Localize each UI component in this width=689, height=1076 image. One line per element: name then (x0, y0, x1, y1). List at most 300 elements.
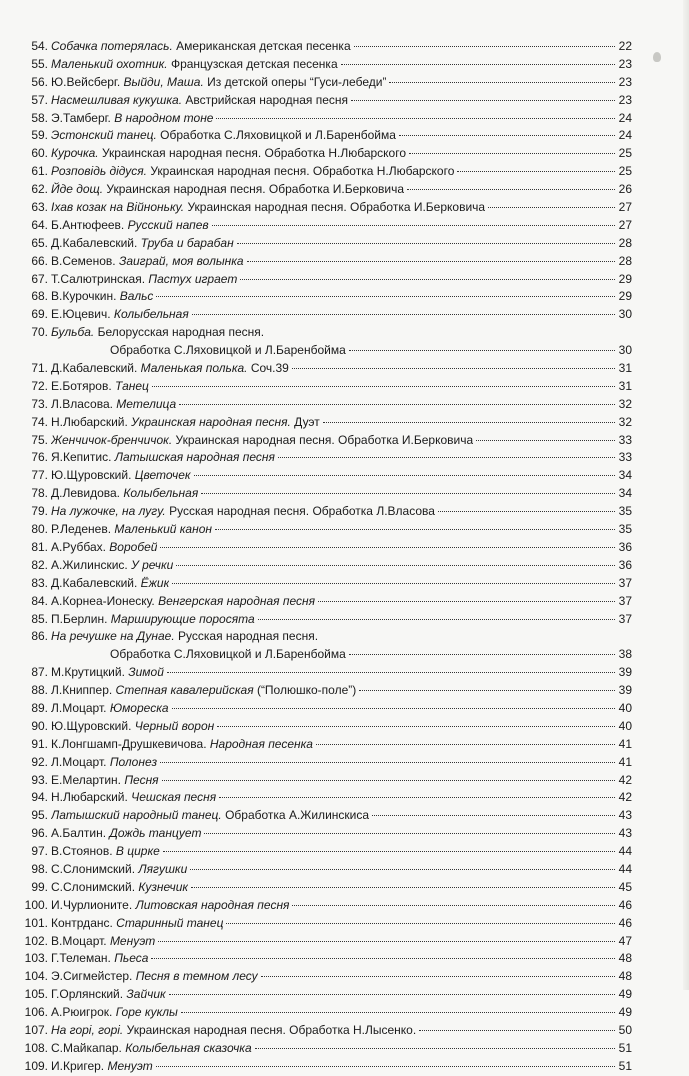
entry-number: 86. (31, 629, 48, 644)
page-number: 35 (618, 504, 632, 519)
dot-leader (255, 1048, 615, 1049)
dot-leader (201, 493, 615, 494)
entry-composer: Н.Любарский. (51, 790, 132, 805)
entry-title (51, 557, 173, 575)
entry-title (51, 92, 348, 110)
entry-number: 73. (31, 396, 48, 411)
entry-title (51, 235, 234, 253)
toc-entry (20, 772, 632, 790)
entry-piece-title: На речушке на Дунае. (51, 629, 175, 644)
entry-piece-title: У речки (131, 557, 174, 572)
entry-number: 105. (24, 987, 48, 1002)
entry-piece-title: Йде дощ. (51, 182, 104, 197)
toc-entry (20, 843, 632, 861)
entry-title (51, 950, 148, 968)
entry-number: 103. (24, 951, 48, 966)
dot-leader (215, 529, 615, 530)
entry-title (51, 432, 473, 450)
entry-title (51, 145, 406, 163)
entry-composer: С.Слонимский. (51, 861, 139, 876)
entry-title (51, 772, 159, 790)
entry-piece-title: Песня в темном лесу (135, 969, 258, 984)
entry-piece-title: Полонез (109, 754, 158, 769)
dot-leader (216, 118, 615, 119)
entry-number: 67. (31, 271, 48, 286)
entry-title (51, 611, 255, 629)
page-number: 42 (618, 772, 632, 787)
page-number: 50 (618, 1022, 632, 1037)
entry-piece-title: Воробей (109, 539, 158, 554)
entry-number: 60. (31, 146, 48, 161)
entry-piece-title: Русский напев (127, 217, 209, 232)
page-number: 29 (618, 289, 632, 304)
entry-composer: Д.Кабалевский. (51, 575, 141, 590)
toc-entry (20, 557, 632, 575)
entry-number: 80. (31, 522, 48, 537)
entry-title (51, 414, 320, 432)
entry-description: Французская детская песенка (167, 56, 338, 71)
entry-number: 90. (31, 718, 48, 733)
page-number: 25 (618, 146, 632, 161)
entry-composer: В.Стоянов. (51, 844, 116, 859)
toc-entry (20, 933, 632, 951)
entry-composer: Г.Орлянский. (51, 987, 127, 1002)
entry-composer: И.Чурлионите. (51, 897, 136, 912)
entry-composer: Л.Моцарт. (51, 754, 110, 769)
entry-composer: Л.Власова. (51, 396, 117, 411)
entry-piece-title: Колыбельная (113, 307, 189, 322)
entry-piece-title: Юмореска (109, 700, 169, 715)
dot-leader (151, 958, 615, 959)
page-number: 37 (618, 611, 632, 626)
entry-number: 97. (31, 844, 48, 859)
toc-entry (20, 950, 632, 968)
entry-title (51, 74, 386, 92)
entry-number: 108. (24, 1040, 48, 1055)
page-number: 44 (618, 844, 632, 859)
page-number: 40 (618, 718, 632, 733)
entry-description: Украинская народная песня. Обработка И.Берковича (172, 432, 474, 447)
toc-entry (20, 110, 632, 128)
toc-entry (20, 754, 632, 772)
dot-leader (172, 583, 615, 584)
entry-piece-title: Латышская народная песня (114, 450, 275, 465)
toc-entry (20, 414, 632, 432)
toc-entry (20, 181, 632, 199)
page-number: 43 (618, 808, 632, 823)
dot-leader (219, 797, 615, 798)
dot-leader (237, 243, 615, 244)
page-number: 42 (618, 790, 632, 805)
entry-piece-title: Дождь танцует (109, 826, 202, 841)
toc-entry (20, 861, 632, 879)
toc-entry (20, 1040, 632, 1058)
page-number: 35 (618, 522, 632, 537)
entry-title (51, 1022, 416, 1040)
page-number: 32 (618, 396, 632, 411)
dot-leader (156, 296, 615, 297)
entry-description: Обработка А.Жилинскиса (221, 808, 370, 823)
toc-entry (20, 825, 632, 843)
entry-composer: Д.Левидова. (51, 486, 124, 501)
entry-number: 75. (31, 432, 48, 447)
toc-entry (20, 1022, 632, 1040)
entry-composer: Е.Мелартин. (51, 772, 125, 787)
page-number: 36 (618, 557, 632, 572)
page-number: 23 (618, 92, 632, 107)
entry-number: 83. (31, 575, 48, 590)
page-number: 34 (618, 468, 632, 483)
dot-leader (158, 941, 615, 942)
entry-piece-title: Собачка потерялась. (51, 39, 173, 53)
entry-number: 55. (31, 56, 48, 71)
entry-composer: Б.Антюфеев. (51, 217, 128, 232)
entry-title (110, 342, 346, 360)
entry-number: 104. (24, 969, 48, 984)
toc-entry (20, 593, 632, 611)
entry-title (51, 789, 216, 807)
dot-leader (476, 440, 615, 441)
entry-piece-title: Маленький охотник. (51, 56, 168, 71)
entry-title (51, 575, 169, 593)
page-number: 37 (618, 575, 632, 590)
entry-number: 57. (31, 92, 48, 107)
page-number: 22 (618, 39, 632, 53)
entry-number: 93. (31, 772, 48, 787)
page-number: 23 (618, 74, 632, 89)
page-number: 39 (618, 683, 632, 698)
entry-composer: Контрданс. (51, 915, 117, 930)
entry-title (51, 306, 189, 324)
entry-number: 106. (24, 1005, 48, 1020)
entry-piece-title: Старинный танец (116, 915, 224, 930)
page-number: 28 (618, 235, 632, 250)
page-number: 41 (618, 754, 632, 769)
toc-entry (20, 432, 632, 450)
entry-number: 64. (31, 217, 48, 232)
entry-piece-title: Курочка. (51, 146, 99, 161)
entry-number: 78. (31, 486, 48, 501)
dot-leader (258, 619, 615, 620)
page-number: 24 (618, 128, 632, 143)
page-number: 41 (618, 736, 632, 751)
entry-piece-title: Лягушки (138, 861, 188, 876)
toc-entry (20, 306, 632, 324)
dot-leader (399, 135, 615, 136)
entry-number: 65. (31, 235, 48, 250)
page-number: 46 (618, 915, 632, 930)
entry-title (51, 360, 289, 378)
dot-leader (372, 815, 615, 816)
page-number: 44 (618, 861, 632, 876)
entry-number: 72. (31, 378, 48, 393)
page-number: 24 (618, 110, 632, 125)
entry-title (51, 288, 153, 306)
dot-leader (292, 905, 615, 906)
dot-leader (181, 1012, 615, 1013)
entry-title (51, 539, 157, 557)
dot-leader (419, 1030, 615, 1031)
entry-title (51, 897, 289, 915)
entry-title (51, 986, 166, 1004)
dot-leader (247, 261, 615, 262)
toc-entry (20, 467, 632, 485)
dot-leader (190, 869, 615, 870)
entry-composer: В.Курочкин. (51, 289, 120, 304)
entry-title (51, 1058, 153, 1076)
page-number: 47 (618, 933, 632, 948)
toc-entry (20, 56, 632, 74)
entry-composer: Т.Салютринская. (51, 271, 149, 286)
entry-piece-title: Народная песенка (209, 736, 313, 751)
entry-description: Из детской оперы “Гуси-лебеди” (203, 74, 387, 89)
toc-entry (20, 664, 632, 682)
dot-leader (176, 565, 615, 566)
page-number: 49 (618, 1005, 632, 1020)
page-number: 38 (618, 647, 632, 662)
page-number: 51 (618, 1058, 632, 1073)
entry-piece-title: Труба и барабан (140, 235, 234, 250)
page-number: 28 (618, 253, 632, 268)
entry-composer: И.Кригер. (51, 1058, 108, 1073)
entry-title (51, 199, 485, 217)
entry-composer: А.Жилинскис. (51, 557, 132, 572)
entry-number: 109. (24, 1058, 48, 1073)
page-number: 33 (618, 450, 632, 465)
entry-number: 99. (31, 879, 48, 894)
entry-title (51, 56, 338, 74)
toc-entry (20, 288, 632, 306)
dot-leader (217, 726, 615, 727)
dot-leader (192, 314, 615, 315)
entry-number: 61. (31, 164, 48, 179)
entry-piece-title: Зимой (128, 665, 164, 680)
entry-composer: Э.Сигмейстер. (51, 969, 136, 984)
entry-piece-title: Колыбельная (123, 486, 199, 501)
dot-leader (407, 189, 615, 190)
entry-description: (“Полюшко-поле”) (253, 683, 357, 698)
toc-entry (20, 986, 632, 1004)
entry-piece-title: Пьеса (114, 951, 149, 966)
entry-title (51, 1004, 178, 1022)
page-number: 32 (618, 414, 632, 429)
toc-entry (20, 897, 632, 915)
dot-leader (152, 386, 615, 387)
entry-composer: В.Моцарт. (51, 933, 110, 948)
dot-leader (323, 422, 615, 423)
entry-piece-title: Песня (124, 772, 159, 787)
toc-entry (20, 736, 632, 754)
toc-entry (20, 1058, 632, 1076)
entry-number: 89. (31, 700, 48, 715)
entry-piece-title: Чешская песня (131, 790, 217, 805)
entry-composer: П.Берлин. (51, 611, 111, 626)
toc-entry (20, 271, 632, 289)
dot-leader (341, 64, 615, 65)
dot-leader (212, 225, 615, 226)
entry-piece-title: В цирке (115, 844, 160, 859)
entry-number: 69. (31, 307, 48, 322)
entry-title (51, 825, 201, 843)
dot-leader (409, 153, 615, 154)
toc-entry (20, 396, 632, 414)
entry-title (51, 593, 315, 611)
entry-title (51, 503, 435, 521)
dot-leader (318, 601, 615, 602)
toc-entry (20, 611, 632, 629)
entry-piece-title: Менуэт (109, 933, 156, 948)
entry-title (51, 521, 212, 539)
entry-title (51, 843, 160, 861)
entry-piece-title: Ёжик (140, 575, 170, 590)
entry-piece-title: В народном тоне (114, 110, 214, 125)
entry-description: Украинская народная песня. Обработка Н.Любарского (98, 146, 407, 161)
toc-entry (20, 449, 632, 467)
entry-title (51, 467, 191, 485)
entry-composer: Р.Леденев. (51, 522, 115, 537)
entry-composer: Е.Ботяров. (51, 378, 116, 393)
toc-entry (20, 92, 632, 110)
entry-piece-title: Заиграй, моя волынка (118, 253, 244, 268)
dot-leader (194, 475, 615, 476)
page-number: 34 (618, 486, 632, 501)
entry-composer: А.Балтин. (51, 826, 110, 841)
dot-leader (226, 923, 615, 924)
entry-composer: Д.Кабалевский. (51, 361, 141, 376)
entry-number: 91. (31, 736, 48, 751)
dot-leader (349, 350, 615, 351)
entry-piece-title: Венгерская народная песня (158, 593, 316, 608)
page-number: 39 (618, 665, 632, 680)
page-number: 48 (618, 951, 632, 966)
toc-entry (20, 127, 632, 145)
dot-leader (438, 511, 615, 512)
entry-piece-title: Iхав козак на Вiйноньку. (51, 200, 185, 215)
toc-entry (20, 700, 632, 718)
entry-piece-title: Зайчик (126, 987, 166, 1002)
dot-leader (167, 672, 615, 673)
entry-composer: Г.Телеман. (51, 951, 115, 966)
entry-composer: К.Лонгшамп-Друшкевичова. (51, 736, 210, 751)
dot-leader (316, 744, 615, 745)
toc-entry (20, 253, 632, 271)
entry-title (51, 682, 356, 700)
page-edge (683, 0, 689, 990)
toc-entry (20, 521, 632, 539)
entry-piece-title: Марширующие поросята (110, 611, 255, 626)
toc-entry (20, 199, 632, 217)
entry-number: 70. (31, 325, 48, 340)
entry-number: 71. (31, 361, 48, 376)
entry-piece-title: Литовская народная песня (135, 897, 290, 912)
entry-title (51, 718, 214, 736)
entry-composer: Д.Кабалевский. (51, 235, 141, 250)
entry-number: 54. (31, 39, 48, 53)
entry-composer: А.Руббах. (51, 539, 110, 554)
entry-description: Австрийская народная песня (182, 92, 349, 107)
entry-title (51, 933, 155, 951)
toc-entry (20, 485, 632, 503)
entry-number: 56. (31, 74, 48, 89)
entry-title (51, 38, 351, 56)
toc-entry (20, 968, 632, 986)
entry-number: 87. (31, 665, 48, 680)
page-number: 37 (618, 593, 632, 608)
entry-piece-title: Бульба. (51, 325, 95, 340)
toc-entry (20, 807, 632, 825)
entry-title (51, 628, 318, 646)
entry-piece-title: На горi, горi. (51, 1022, 124, 1037)
entry-description: Обработка С.Ляховицкой и Л.Баренбойма (110, 343, 346, 358)
dot-leader (156, 1066, 615, 1067)
entry-piece-title: Менуэт (107, 1058, 153, 1073)
page-number: 36 (618, 539, 632, 554)
toc-entry (20, 575, 632, 593)
dot-leader (359, 690, 615, 691)
entry-description: Обработка С.Ляховицкой и Л.Баренбойма (156, 128, 396, 143)
entry-piece-title: Степная кавалерийская (115, 683, 254, 698)
entry-composer: Ю.Щуровский. (51, 468, 135, 483)
dot-leader (349, 654, 615, 655)
dot-leader (278, 457, 615, 458)
entry-title (51, 449, 275, 467)
entry-piece-title: Латышский народный танец. (51, 808, 222, 823)
toc-entry (20, 879, 632, 897)
dot-leader (354, 46, 615, 47)
entry-title (51, 396, 176, 414)
entry-piece-title: Черный ворон (134, 718, 215, 733)
entry-composer: С.Слонимский. (51, 879, 139, 894)
entry-title (110, 646, 346, 664)
entry-number: 74. (31, 414, 48, 429)
entry-composer: Ю.Вейсберг. (51, 74, 124, 89)
entry-composer: М.Крутицкий. (51, 665, 129, 680)
entry-composer: С.Майкапар. (51, 1040, 126, 1055)
entry-title (51, 163, 454, 181)
toc-entry (20, 789, 632, 807)
entry-composer: Е.Юцевич. (51, 307, 114, 322)
entry-title (51, 324, 264, 342)
entry-description: Американская детская песенка (172, 39, 351, 53)
entry-composer: Ю.Щуровский. (51, 718, 135, 733)
entry-title (51, 754, 157, 772)
entry-piece-title: Женчичок-бренчичок. (51, 432, 173, 447)
toc-entry (20, 217, 632, 235)
entry-title (51, 861, 187, 879)
entry-number: 101. (24, 915, 48, 930)
entry-title (51, 664, 164, 682)
entry-description: Украинская народная песня. Обработка Н.Любарского (147, 164, 455, 179)
dot-leader (457, 171, 615, 172)
entry-number: 107. (24, 1022, 48, 1037)
entry-piece-title: Пастух играет (148, 271, 238, 286)
page-number: 31 (618, 378, 632, 393)
entry-title (51, 110, 213, 128)
entry-title (51, 485, 198, 503)
entry-number: 84. (31, 593, 48, 608)
page-number: 26 (618, 182, 632, 197)
entry-title (51, 915, 223, 933)
dot-leader (191, 887, 615, 888)
entry-number: 62. (31, 182, 48, 197)
entry-number: 85. (31, 611, 48, 626)
entry-number: 77. (31, 468, 48, 483)
entry-description: Дуэт (290, 414, 320, 429)
entry-piece-title: На лужочке, на лугу. (51, 504, 166, 519)
toc-entry (20, 360, 632, 378)
entry-piece-title: Маленький канон (114, 522, 212, 537)
toc-entry (20, 324, 632, 342)
